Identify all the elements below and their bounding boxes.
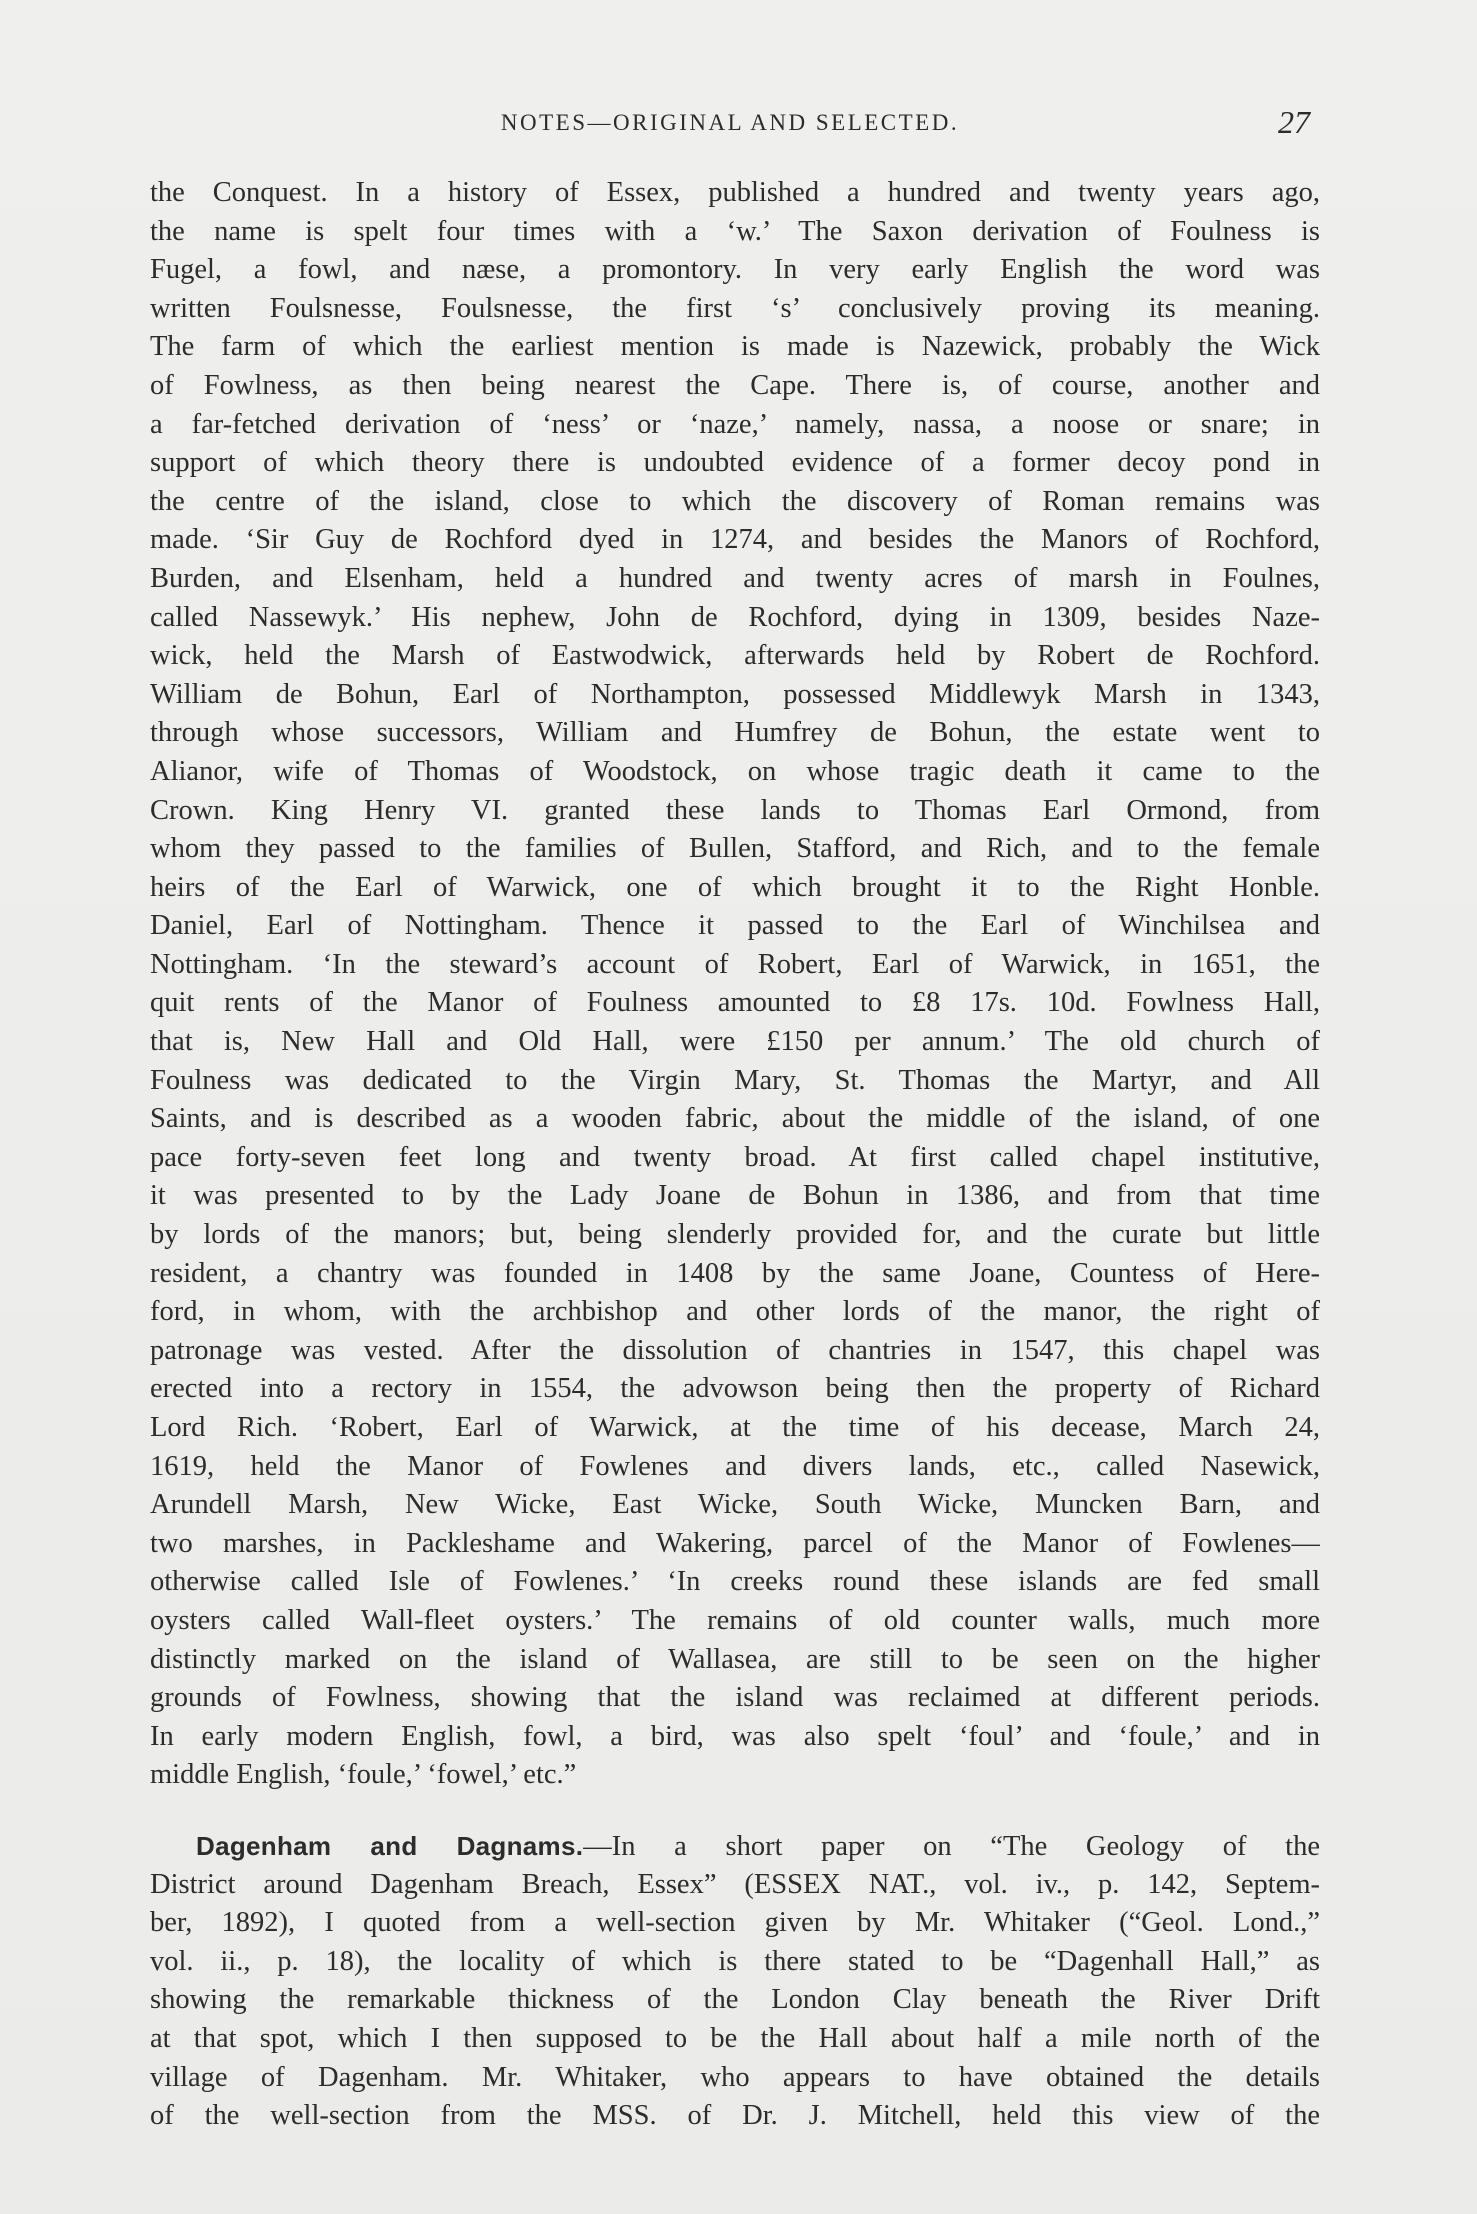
text-line: Arundell Marsh, New Wicke, East Wicke, South Wicke, Muncken Barn, and [150, 1489, 1320, 1521]
heading-line-text: —In a short paper on “The Geology of the [583, 1830, 1320, 1862]
text-line: Crown. King Henry VI. granted these lands to Thomas Earl Ormond, from [150, 794, 1320, 826]
paragraph-gap [150, 1795, 1320, 1827]
text-line: distinctly marked on the island of Wallasea, are still to be seen on the higher [150, 1643, 1320, 1675]
text-line: showing the remarkable thickness of the London Clay beneath the River Drift [150, 1984, 1320, 2016]
text-line: the centre of the island, close to which the discovery of Roman remains was [150, 485, 1320, 517]
running-header [150, 104, 1310, 154]
text-line: made. ‘Sir Guy de Rochford dyed in 1274, and besides the Manors of Rochford, [150, 524, 1320, 556]
text-line: support of which theory there is undoubted evidence of a former decoy pond in [150, 447, 1320, 479]
text-line: In early modern English, fowl, a bird, was also spelt ‘foul’ and ‘foule,’ and in [150, 1720, 1320, 1752]
text-line: written Foulsnesse, Foulsnesse, the first ‘s’ conclusively proving its meaning. [150, 292, 1320, 324]
text-line: by lords of the manors; but, being slenderly provided for, and the curate but little [150, 1219, 1320, 1251]
text-line: that is, New Hall and Old Hall, were £150 per annum.’ The old church of [150, 1026, 1320, 1058]
text-line: Fugel, a fowl, and næse, a promontory. In very early English the word was [150, 254, 1320, 286]
page-number: 27 [1278, 104, 1310, 140]
text-line: the name is spelt four times with a ‘w.’ The Saxon derivation of Foulness is [150, 215, 1320, 247]
text-line: pace forty-seven feet long and twenty broad. At first called chapel institutive, [150, 1141, 1320, 1173]
paragraph-first-line [150, 1827, 1320, 1866]
text-line: a far-fetched derivation of ‘ness’ or ‘naze,’ namely, nassa, a noose or snare; in [150, 408, 1320, 440]
text-line: The farm of which the earliest mention is made is Nazewick, probably the Wick [150, 331, 1320, 363]
text-line: erected into a rectory in 1554, the advowson being then the property of Richard [150, 1373, 1320, 1405]
text-line: Nottingham. ‘In the steward’s account of Robert, Earl of Warwick, in 1651, the [150, 948, 1320, 980]
text-line: otherwise called Isle of Fowlenes.’ ‘In creeks round these islands are fed small [150, 1566, 1320, 1598]
text-line: two marshes, in Packleshame and Wakering, parcel of the Manor of Fowlenes— [150, 1527, 1320, 1559]
text-line: village of Dagenham. Mr. Whitaker, who appears to have obtained the details [150, 2061, 1320, 2093]
text-line: called Nassewyk.’ His nephew, John de Rochford, dying in 1309, besides Naze- [150, 601, 1320, 633]
text-line: Daniel, Earl of Nottingham. Thence it passed to the Earl of Winchilsea and [150, 910, 1320, 942]
running-title: NOTES—ORIGINAL AND SELECTED. [500, 110, 960, 135]
text-line: oysters called Wall-fleet oysters.’ The remains of old counter walls, much more [150, 1604, 1320, 1636]
section-heading: Dagenham and Dagnams. [196, 1830, 584, 1861]
text-line: whom they passed to the families of Bullen, Stafford, and Rich, and to the female [150, 833, 1320, 865]
text-line: Saints, and is described as a wooden fabric, about the middle of the island, of one [150, 1103, 1320, 1135]
text-line: it was presented to by the Lady Joane de Bohun in 1386, and from that time [150, 1180, 1320, 1212]
text-line: Alianor, wife of Thomas of Woodstock, on whose tragic death it came to the [150, 755, 1320, 787]
text-line: middle English, ‘foule,’ ‘fowel,’ etc.” [150, 1759, 577, 1791]
text-line: resident, a chantry was founded in 1408 by the same Joane, Countess of Here- [150, 1257, 1320, 1289]
text-line: Burden, and Elsenham, held a hundred and twenty acres of marsh in Foulnes, [150, 562, 1320, 594]
text-line: William de Bohun, Earl of Northampton, possessed Middlewyk Marsh in 1343, [150, 678, 1320, 710]
body-text [150, 174, 1320, 2136]
text-line: quit rents of the Manor of Foulness amounted to £8 17s. 10d. Fowlness Hall, [150, 987, 1320, 1019]
text-line: 1619, held the Manor of Fowlenes and divers lands, etc., called Nasewick, [150, 1450, 1320, 1482]
text-line: wick, held the Marsh of Eastwodwick, afterwards held by Robert de Rochford. [150, 640, 1320, 672]
paragraph-dagenham [150, 1827, 1320, 2136]
text-line: of Fowlness, as then being nearest the Cape. There is, of course, another and [150, 369, 1320, 401]
text-line: the Conquest. In a history of Essex, published a hundred and twenty years ago, [150, 177, 1320, 208]
text-line: through whose successors, William and Humfrey de Bohun, the estate went to [150, 717, 1320, 749]
text-line: patronage was vested. After the dissolution of chantries in 1547, this chapel was [150, 1334, 1320, 1366]
text-line: grounds of Fowlness, showing that the island was reclaimed at different periods. [150, 1682, 1320, 1714]
text-line: heirs of the Earl of Warwick, one of which brought it to the Right Honble. [150, 871, 1320, 903]
text-line: Lord Rich. ‘Robert, Earl of Warwick, at the time of his decease, March 24, [150, 1412, 1320, 1443]
text-line: ber, 1892), I quoted from a well-section given by Mr. Whitaker (“Geol. Lond.,” [150, 1907, 1320, 1939]
text-line: Foulness was dedicated to the Virgin Mary, St. Thomas the Martyr, and All [150, 1064, 1320, 1096]
text-line: of the well-section from the MSS. of Dr. J. Mitchell, held this view of the [150, 2100, 1320, 2132]
text-line: District around Dagenham Breach, Essex” (ESSEX NAT., vol. iv., p. 142, Septem- [150, 1868, 1320, 1900]
text-line: vol. ii., p. 18), the locality of which is there stated to be “Dagenhall Hall,” as [150, 1945, 1320, 1977]
text-line: ford, in whom, with the archbishop and other lords of the manor, the right of [150, 1296, 1320, 1328]
text-line: at that spot, which I then supposed to be the Hall about half a mile north of the [150, 2022, 1320, 2054]
paragraph-foulness [150, 174, 1320, 1795]
